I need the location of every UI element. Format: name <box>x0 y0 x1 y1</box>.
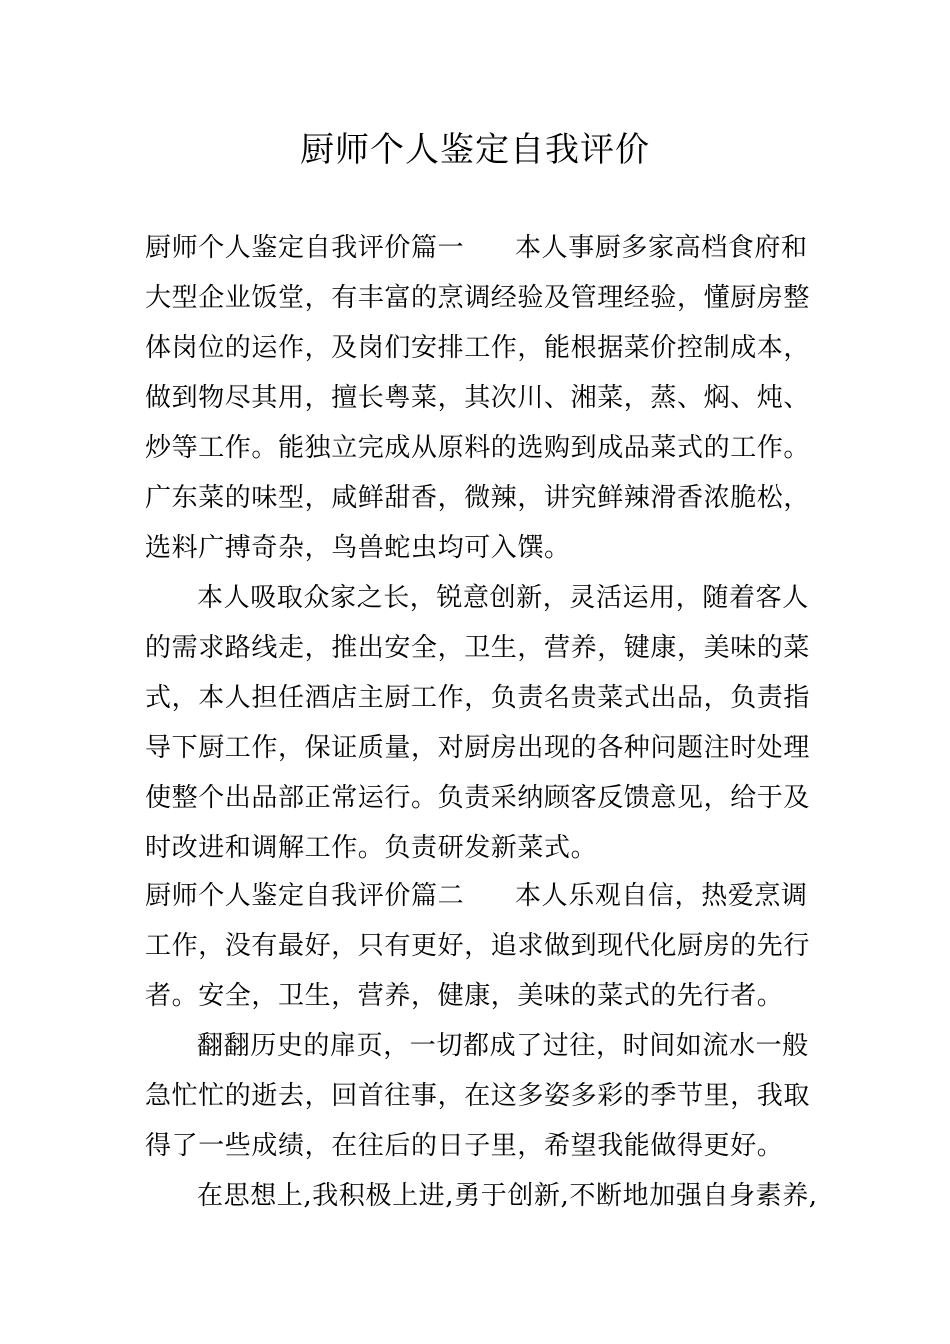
section-1-line: 大型企业饭堂，有丰富的烹调经验及管理经验，懂厨房整 <box>145 283 811 313</box>
section-1-line: 体岗位的运作，及岗们安排工作，能根据菜价控制成本， <box>145 333 811 363</box>
section-1-line: 选料广搏奇杂，鸟兽蛇虫均可入馔。 <box>145 533 571 563</box>
paragraph-2-line: 时改进和调解工作。负责研发新菜式。 <box>145 833 598 863</box>
paragraph-2-line: 式，本人担任酒店主厨工作，负责名贵菜式出品，负责指 <box>145 683 811 713</box>
section-1-line: 做到物尽其用，擅长粤菜，其次川、湘菜，蒸、焖、炖、 <box>145 383 811 413</box>
paragraph-5-line: 在思想上,我积极上进,勇于创新,不断地加强自身素养, <box>197 1181 818 1211</box>
section-1-line: 炒等工作。能独立完成从原料的选购到成品菜式的工作。 <box>145 433 811 463</box>
paragraph-2-line: 的需求路线走，推出安全，卫生，营养，键康，美味的菜 <box>145 633 811 663</box>
section-2-line-1-text: 本人乐观自信，热爱烹调 <box>515 881 808 911</box>
section-2-line: 者。安全，卫生，营养，健康，美味的菜式的先行者。 <box>145 981 784 1011</box>
paragraph-4-line: 急忙忙的逝去，回首往事，在这多姿多彩的季节里，我取 <box>145 1081 811 1111</box>
section-1-line-1-text: 本人事厨多家高档食府和 <box>515 233 808 263</box>
paragraph-2-line: 使整个出品部正常运行。负责采纳顾客反馈意见，给于及 <box>145 783 811 813</box>
paragraph-2-line: 导下厨工作，保证质量，对厨房出现的各种问题注时处理 <box>145 733 811 763</box>
section-1-heading: 厨师个人鉴定自我评价篇一 <box>145 233 465 263</box>
document-title: 厨师个人鉴定自我评价 <box>300 130 650 170</box>
section-1-line: 广东菜的味型，咸鲜甜香，微辣，讲究鲜辣滑香浓脆松， <box>145 483 811 513</box>
paragraph-4-line: 翻翻历史的扉页，一切都成了过往，时间如流水一般 <box>197 1031 809 1061</box>
section-1-heading-line <box>145 230 825 266</box>
paragraph-2-line: 本人吸取众家之长，锐意创新，灵活运用，随着客人 <box>197 583 809 613</box>
section-2-heading-line <box>145 878 825 914</box>
section-2-heading: 厨师个人鉴定自我评价篇二 <box>145 881 465 911</box>
paragraph-4-line: 得了一些成绩，在往后的日子里，希望我能做得更好。 <box>145 1131 784 1161</box>
section-2-line: 工作，没有最好，只有更好，追求做到现代化厨房的先行 <box>145 931 811 961</box>
